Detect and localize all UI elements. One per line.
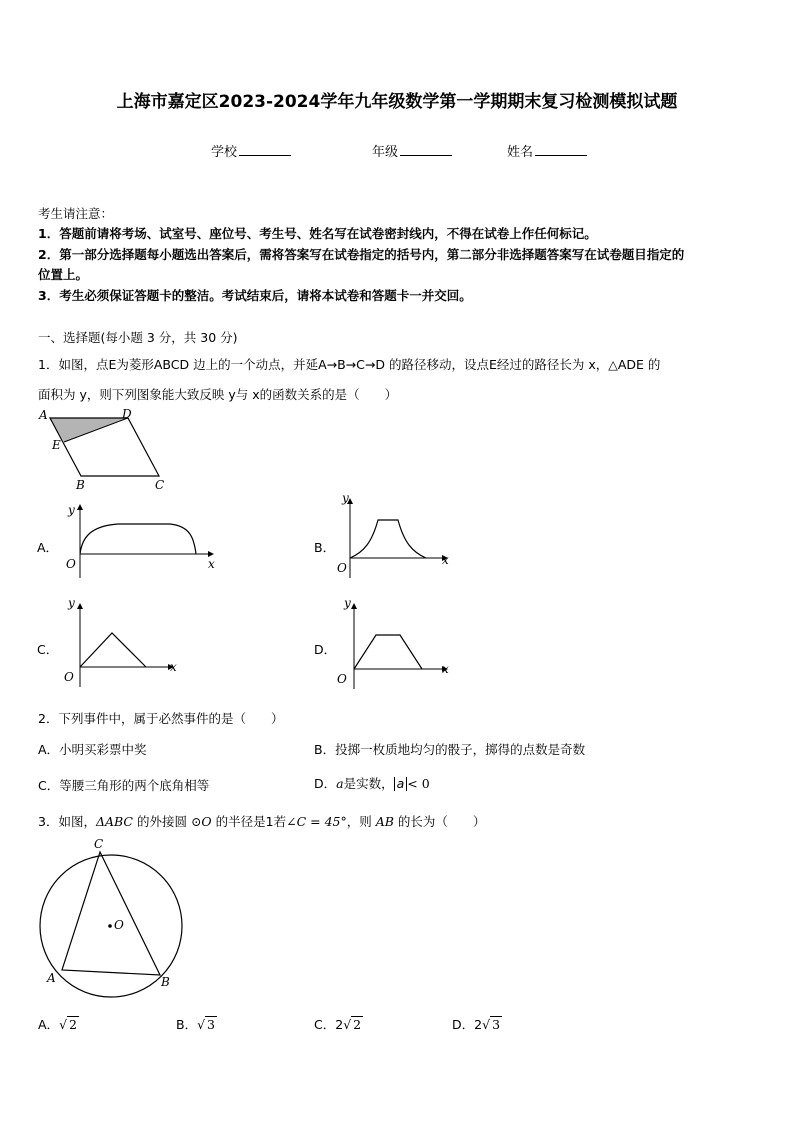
rhombus-label-d: D [122, 407, 132, 421]
rhombus-label-c: C [155, 478, 165, 492]
rhombus-label-e: E [52, 438, 61, 452]
rhombus-label-b: B [76, 478, 85, 492]
q2-option-b[interactable]: B．投掷一枚质地均匀的骰子，掷得的点数是奇数 [314, 742, 586, 757]
q1-option-a-label[interactable]: A． [37, 540, 59, 555]
q1-option-d-label[interactable]: D． [314, 642, 337, 657]
svg-text:y: y [68, 503, 75, 517]
circle-label-b: B [161, 975, 170, 989]
svg-text:x: x [442, 662, 449, 676]
circle-label-c: C [94, 837, 104, 851]
svg-text:x: x [208, 557, 215, 571]
name-label: 姓名 [507, 145, 534, 160]
q2-stem: 2．下列事件中，属于必然事件的是（ ） [38, 711, 284, 726]
notice-heading: 考生请注意： [38, 206, 114, 221]
q1-line1: 1．如图，点E为菱形ABCD 边上的一个动点，并延A→B→C→D 的路径移动，设点E经过的路径长为 x，△ADE 的 [38, 357, 661, 372]
grade-label: 年级 [372, 145, 399, 160]
page-title: 上海市嘉定区2023-2024学年九年级数学第一学期期末复习检测模拟试题 [116, 92, 678, 112]
notice-item-3: 3．考生必须保证答题卡的整洁。考试结束后，请将本试卷和答题卡一并交回。 [38, 288, 472, 303]
notice-item-1: 1．答题前请将考场、试室号、座位号、考生号、姓名写在试卷密封线内，不得在试卷上作任何标记。 [38, 226, 597, 241]
q2-option-a[interactable]: A．小明买彩票中奖 [38, 742, 147, 757]
circle-figure [36, 836, 196, 1001]
name-field[interactable] [507, 141, 587, 160]
q2-option-c[interactable]: C．等腰三角形的两个底角相等 [38, 778, 210, 793]
svg-text:y: y [344, 597, 351, 610]
q2-option-d[interactable]: D．a是实数， a < 0 [314, 776, 430, 791]
q1-option-c-label[interactable]: C． [37, 642, 59, 657]
q1-line2: 面积为 y，则下列图象能大致反映 y与 x的函数关系的是（ ） [38, 387, 398, 402]
school-label: 学校 [211, 145, 238, 160]
svg-text:y: y [342, 492, 349, 505]
q1-graph-d [334, 597, 459, 689]
q1-graph-b [334, 492, 454, 578]
svg-text:O: O [337, 561, 347, 575]
q3-option-c[interactable]: C．2√ 2 [314, 1017, 362, 1032]
q1-graph-c [58, 595, 188, 690]
svg-text:O: O [66, 557, 76, 571]
svg-text:O: O [337, 672, 347, 686]
q3-option-d[interactable]: D．2√ 3 [452, 1017, 501, 1032]
grade-field[interactable] [372, 141, 452, 160]
circle-label-o: O [114, 918, 124, 932]
q3-option-b[interactable]: B．√ 3 [176, 1017, 215, 1032]
q3-option-a[interactable]: A．√ 2 [38, 1017, 77, 1032]
circle-label-a: A [47, 971, 56, 985]
svg-text:O: O [64, 670, 74, 684]
rhombus-figure [36, 404, 176, 494]
section-heading: 一、选择题(每小题 3 分，共 30 分) [38, 330, 238, 345]
svg-text:x: x [170, 660, 177, 674]
q1-graph-a [58, 500, 223, 578]
notice-item-2: 2．第一部分选择题每小题选出答案后，需将答案写在试卷指定的括号内，第二部分非选择题答案写在试卷题目指定的 [38, 247, 685, 262]
rhombus-label-a: A [39, 408, 48, 422]
notice-item-2-cont: 位置上。 [38, 267, 89, 282]
svg-text:y: y [68, 596, 75, 610]
q1-option-b-label[interactable]: B． [314, 540, 336, 555]
q3-stem: 3．如图，ΔABC 的外接圆 ⊙O 的半径是1若∠C = 45°，则 AB 的长为（ ） [38, 814, 486, 829]
school-field[interactable] [211, 141, 291, 160]
svg-text:x: x [442, 553, 449, 567]
